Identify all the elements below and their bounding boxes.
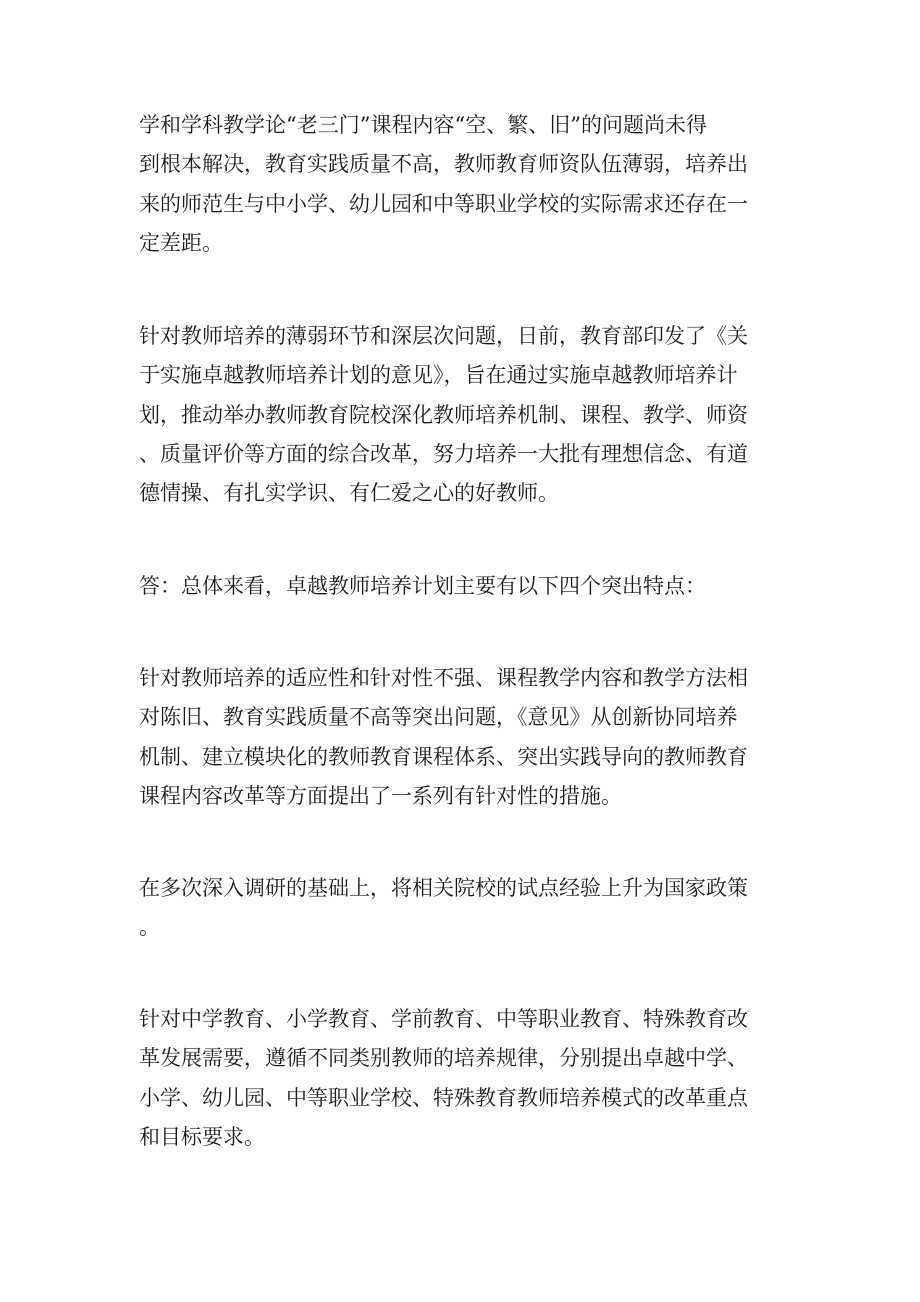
paragraph-1-line-4: 定差距。 bbox=[139, 231, 223, 255]
paragraph-5-line-2: 。 bbox=[139, 915, 160, 939]
paragraph-2-line-5: 德情操、有扎实学识、有仁爱之心的好教师。 bbox=[139, 481, 559, 505]
paragraph-4-line-3: 机制、建立模块化的教师教育课程体系、突出实践导向的教师教育 bbox=[139, 745, 748, 769]
paragraph-4-line-1: 针对教师培养的适应性和针对性不强、课程教学内容和教学方法相 bbox=[139, 666, 748, 690]
paragraph-5-line-1: 在多次深入调研的基础上，将相关院校的试点经验上升为国家政策 bbox=[139, 876, 748, 900]
paragraph-1-line-1: 学和学科教学论“老三门”课程内容“空、繁、旧”的问题尚未得 bbox=[139, 113, 707, 137]
paragraph-6-line-1: 针对中学教育、小学教育、学前教育、中等职业教育、特殊教育改 bbox=[139, 1007, 748, 1031]
paragraph-2-line-1: 针对教师培养的薄弱环节和深层次问题，日前，教育部印发了《关 bbox=[139, 324, 748, 348]
paragraph-1-line-2: 到根本解决，教育实践质量不高，教师教育师资队伍薄弱，培养出 bbox=[139, 152, 748, 176]
paragraph-4-line-4: 课程内容改革等方面提出了一系列有针对性的措施。 bbox=[139, 784, 622, 808]
paragraph-2-line-4: 、质量评价等方面的综合改革，努力培养一大批有理想信念、有道 bbox=[139, 442, 748, 466]
paragraph-1-line-3: 来的师范生与中小学、幼儿园和中等职业学校的实际需求还存在一 bbox=[139, 192, 748, 216]
paragraph-4-line-2: 对陈旧、教育实践质量不高等突出问题，《意见》从创新协同培养 bbox=[139, 705, 738, 729]
paragraph-2-line-2: 于实施卓越教师培养计划的意见》，旨在通过实施卓越教师培养计 bbox=[139, 363, 738, 387]
paragraph-2-line-3: 划，推动举办教师教育院校深化教师培养机制、课程、教学、师资 bbox=[139, 403, 748, 427]
paragraph-6-line-3: 小学、幼儿园、中等职业学校、特殊教育教师培养模式的改革重点 bbox=[139, 1086, 748, 1110]
paragraph-6-line-2: 革发展需要，遵循不同类别教师的培养规律，分别提出卓越中学、 bbox=[139, 1046, 748, 1070]
paragraph-3-line-1: 答：总体来看，卓越教师培养计划主要有以下四个突出特点： bbox=[139, 574, 706, 598]
paragraph-6-line-4: 和目标要求。 bbox=[139, 1125, 265, 1149]
